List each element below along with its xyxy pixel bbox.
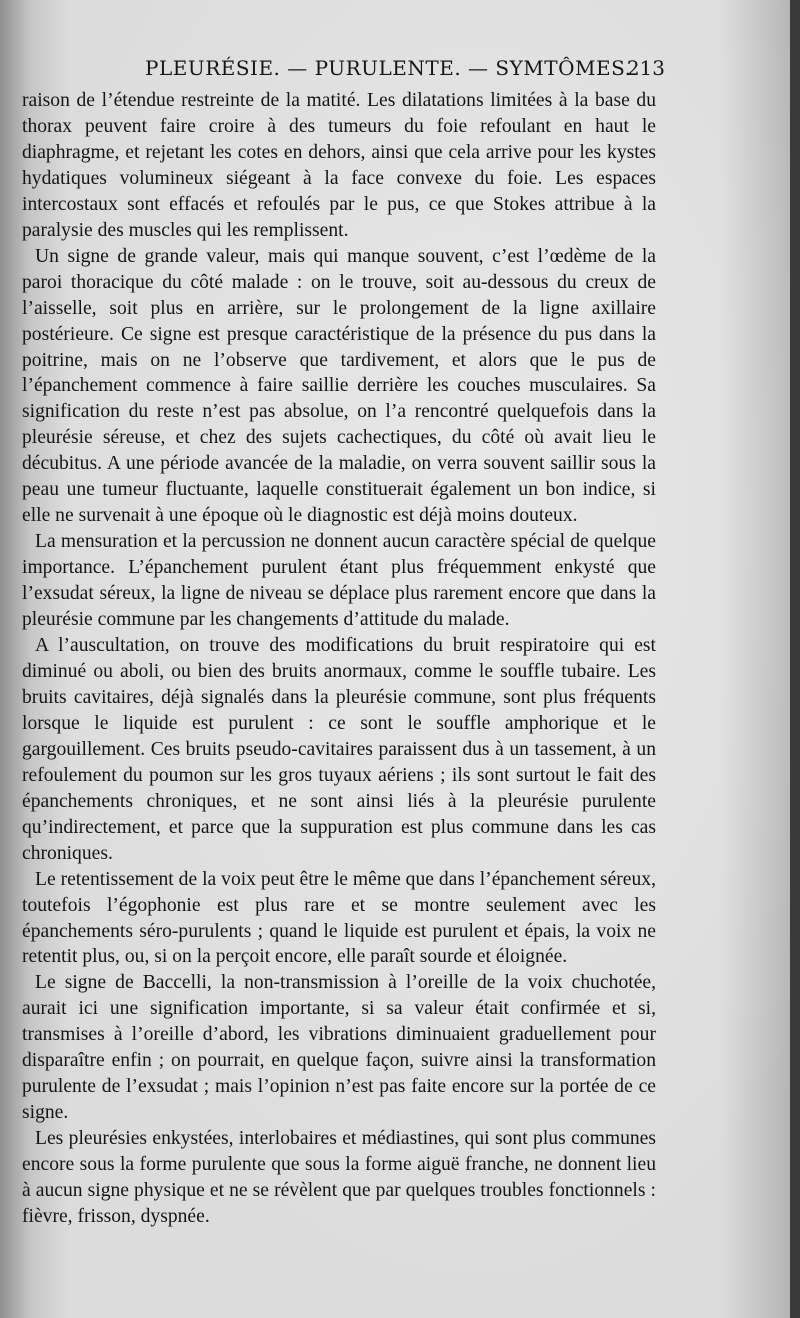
paragraph-6: Le signe de Baccelli, la non-transmission à l’oreille de la voix chuchotée, aurait ici une signification importante, si sa valeur était confirmée et si, transmises à l’oreille d’abord, les vibrations diminuaient graduellement pour disparaître enfin ; on pourrait, en quelque façon, suivre ainsi la transformation purulente de l’exsudat ; mais l’opinion n’est pas faite encore sur la portée de ce signe. xyxy=(22,972,656,1124)
running-title: PLEURÉSIE. — PURULENTE. — SYMTÔMES. xyxy=(145,56,632,80)
page-edge-shadow xyxy=(790,0,800,1318)
paragraph-4: A l’auscultation, on trouve des modifications du bruit respiratoire qui est diminué ou aboli, ou bien des bruits anormaux, comme le souffle tubaire. Les bruits cavitaires, déjà signalés dans la pleurésie commune, sont plus fréquents lorsque le liquide est purulent : ce sont le souffle amphorique et le gargouillement. Ces bruits pseudo-cavitaires paraissent dus à un tassement, à un refoulement du poumon sur les gros tuyaux aériens ; ils sont surtout le fait des épanchements chroniques, et ne sont ainsi liés à la pleurésie purulente qu’indirectement, et parce que la suppuration est plus commune dans les cas chroniques. xyxy=(22,635,656,864)
paragraph-3: La mensuration et la percussion ne donnent aucun caractère spécial de quelque importance. L’épanchement purulent étant plus fréquemment enkysté que l’exsudat séreux, la ligne de niveau se déplace plus rarement encore que dans la pleurésie commune par les changements d’attitude du malade. xyxy=(22,531,656,631)
page-number: 213 xyxy=(626,56,665,80)
paragraph-5: Le retentissement de la voix peut être le même que dans l’épanchement séreux, toutefois l’égophonie est plus rare et se montre seulement avec les épanchements séro-purulents ; quand le liquide est purulent et épais, la voix ne retentit plus, ou, si on la perçoit encore, elle paraît sourde et éloignée. xyxy=(22,868,656,968)
paragraph-7: Les pleurésies enkystées, interlobaires et médiastines, qui sont plus communes encore sous la forme purulente que sous la forme aiguë franche, ne donnent lieu à aucun signe physique et ne se révèlent que par quelques troubles fonctionnels : fièvre, frisson, dyspnée. xyxy=(22,1128,656,1227)
paragraph-1: raison de l’étendue restreinte de la matité. Les dilatations limitées à la base du thorax peuvent faire croire à des tumeurs du foie refoulant en haut le diaphragme, et rejetant les cotes en dehors, ainsi que cela arrive pour les kystes hydatiques volumineux siégeant à la face convexe du foie. Les espaces intercostaux sont effacés et refoulés par le pus, ce que Stokes attribue à la paralysie des muscles qui les remplissent. xyxy=(22,90,656,241)
paragraph-2: Un signe de grande valeur, mais qui manque souvent, c’est l’œdème de la paroi thoracique du côté malade : on le trouve, soit au-dessous du creux de l’aisselle, soit plus en arrière, sur le prolongement de la ligne axillaire postérieure. Ce signe est presque caractéristique de la présence du pus dans la poitrine, mais on ne l’observe que tardivement, et alors que le pus de l’épanchement commence à faire saillie derrière les couches musculaires. Sa signification du reste n’est pas absolue, on l’a rencontré quelquefois dans la pleurésie séreuse, et chez des sujets cachectiques, du côté où avait lieu le décubitus. A une période avancée de la maladie, on verra souvent saillir sous la peau une tumeur fluctuante, laquelle constituerait également un bon indice, si elle ne survenait à une époque où le diagnostic est déjà moins douteux. xyxy=(22,245,656,527)
body-text xyxy=(22,88,656,1230)
page-header xyxy=(145,52,665,88)
